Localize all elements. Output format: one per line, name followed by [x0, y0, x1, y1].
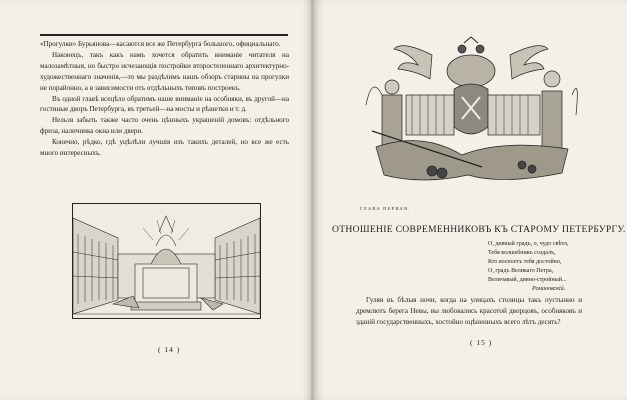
poem-line: Тебя волшебникъ создалъ, [488, 250, 556, 257]
poem-line: О, градъ Великаго Петра, [488, 268, 554, 275]
page-number: ( 14 ) [158, 345, 181, 354]
chapter-title: ОТНОШЕНІЕ СОВРЕМЕННИКОВЪ КЪ СТАРОМУ ПЕТЕРБУРГУ. [332, 224, 626, 235]
page-number: ( 15 ) [470, 338, 493, 347]
chapter-label: ГЛАВА ПЕРВАЯ. [360, 206, 411, 211]
paragraph: Наконецъ, такъ какъ намъ хочется обратить вниманіе читателя на малозамѣтныя, но быстро исчезающія постройки второстепеннаго архитектурно-художественнаго значенія,—то мы раздѣлимъ нашъ обзоръ старины на прогулки не порайонно, а в зависимости отъ отдѣльныхъ типовъ построекъ. [40, 50, 289, 92]
paragraph: Гуляя въ бѣлыя ночи, когда на улицахъ столицы такъ пустынно и дремлютъ берега Невы, вы любовались красотой дворцовъ, особняковъ и зданій государственныхъ, хостойно оцѣненныхъ всего лѣтъ десять? [356, 296, 582, 326]
paragraph: Нельзя забыть также часто очень цѣнныхъ украшеній домовъ: отдѣльного фриза, наличника окна или двери. [40, 116, 289, 136]
right-text-block [356, 295, 582, 328]
paragraph: Въ одной главѣ всецѣло обратимъ наше вниманіе на особняки, въ другой—на гостиные дворъ Петербурга, въ третьей—на мосты и рѣшетки и т. д. [40, 94, 289, 114]
poem-line: О, дивный градъ, о, чудо свѣта, [488, 241, 569, 247]
left-text-block [40, 39, 289, 159]
left-page [0, 0, 312, 400]
poem-line: Кто воспоетъ тебя достойно, [488, 259, 562, 266]
top-rule [40, 34, 288, 36]
paragraph: Конечно, рѣдко, гдѣ уцѣлѣли лучшія изъ такихъ деталей, но все же есть много интересныхъ. [40, 138, 289, 158]
epigraph-poem [488, 240, 618, 295]
paragraph: «Прогулки» Бурьянова—касаются все же Петербурга большого, официальнаго. [40, 40, 281, 48]
courtyard-engraving [72, 203, 261, 319]
poem-author: Романовскій. [532, 286, 566, 293]
poem-line: Величавый, дивно-стройный... [488, 277, 567, 284]
eagle-trophy-engraving [362, 35, 581, 188]
